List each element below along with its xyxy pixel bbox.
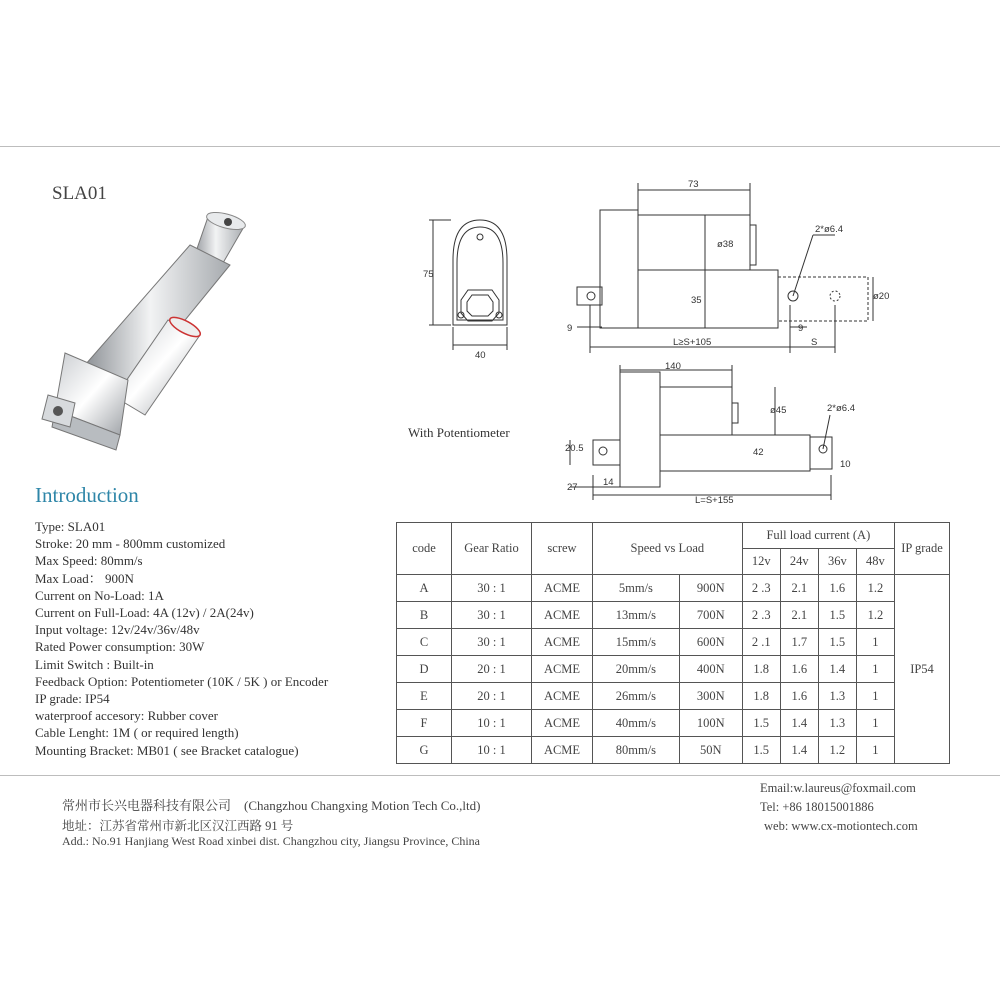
company-name: 常州市长兴电器科技有限公司 (Changzhou Changxing Motion Tech Co.,ltd): [62, 798, 481, 813]
spec-line: Max Speed: 80mm/s: [35, 553, 143, 569]
cell-screw: ACME: [532, 656, 593, 683]
table-row: [397, 575, 950, 602]
table-row: [397, 683, 950, 710]
table-row: [397, 656, 950, 683]
cell-gear: 20 : 1: [452, 683, 532, 710]
cell-speed: 80mm/s: [593, 737, 680, 764]
contact-block: [760, 779, 918, 836]
cell-36v: 1.5: [818, 629, 856, 656]
cell-screw: ACME: [532, 629, 593, 656]
dim-20-5: 20.5: [565, 443, 584, 454]
spec-line: Limit Switch : Built-in: [35, 656, 154, 672]
cell-gear: 30 : 1: [452, 602, 532, 629]
cell-speed: 13mm/s: [593, 602, 680, 629]
header-ip-grade: IP grade: [895, 523, 950, 575]
spec-line: Rated Power consumption: 30W: [35, 639, 205, 655]
dim-hole-1: 2*ø6.4: [815, 224, 843, 235]
cell-36v: 1.4: [818, 656, 856, 683]
cell-gear: 30 : 1: [452, 575, 532, 602]
spec-line: Current on No-Load: 1A: [35, 587, 164, 603]
dim-20: ø20: [873, 291, 890, 302]
spec-line: Type: SLA01: [35, 519, 106, 534]
spec-line: Stroke: 20 mm - 800mm customized: [35, 536, 226, 552]
cell-36v: 1.2: [818, 737, 856, 764]
cell-load: 900N: [679, 575, 742, 602]
cell-load: 300N: [679, 683, 742, 710]
cell-gear: 20 : 1: [452, 656, 532, 683]
dim-hole-2: 2*ø6.4: [827, 403, 855, 414]
cell-gear: 30 : 1: [452, 629, 532, 656]
spec-line: Feedback Option: Potentiometer (10K / 5K ) or Encoder: [35, 673, 329, 689]
tel-text: Tel: +86 18015001886: [760, 800, 874, 814]
spec-line: Input voltage: 12v/24v/36v/48v: [35, 622, 200, 638]
spec-line: Current on Full-Load: 4A (12v) / 2A(24v): [35, 605, 254, 621]
cell-load: 600N: [679, 629, 742, 656]
header-36v: 36v: [818, 549, 856, 575]
cell-12v: 1.8: [742, 656, 780, 683]
cell-24v: 1.4: [780, 710, 818, 737]
spec-line: Cable Lenght: 1M ( or required length): [35, 725, 239, 741]
cell-code: C: [397, 629, 452, 656]
dim-140: 140: [665, 361, 681, 372]
cell-24v: 1.6: [780, 683, 818, 710]
spec-line: Max Load： 900N: [35, 570, 134, 586]
header-full-load-current: Full load current (A): [742, 523, 894, 549]
dim-27: 27: [567, 482, 578, 493]
cell-48v: 1: [856, 737, 894, 764]
dim-10: 10: [840, 459, 851, 470]
cell-48v: 1: [856, 683, 894, 710]
cell-12v: 2 .1: [742, 629, 780, 656]
cell-speed: 15mm/s: [593, 629, 680, 656]
header-gear-ratio: Gear Ratio: [452, 523, 532, 575]
spec-list: [35, 518, 328, 759]
dim-35: 35: [691, 295, 702, 306]
spec-table: [396, 522, 950, 764]
cell-24v: 2.1: [780, 602, 818, 629]
cell-12v: 1.5: [742, 710, 780, 737]
cell-48v: 1.2: [856, 575, 894, 602]
cell-12v: 1.8: [742, 683, 780, 710]
cell-code: G: [397, 737, 452, 764]
dim-45: ø45: [770, 405, 787, 416]
dim-s: S: [811, 337, 818, 348]
cell-12v: 1.5: [742, 737, 780, 764]
cell-48v: 1.2: [856, 602, 894, 629]
table-row: [397, 710, 950, 737]
cell-code: A: [397, 575, 452, 602]
header-screw: screw: [532, 523, 593, 575]
cell-load: 100N: [679, 710, 742, 737]
cell-ip-grade: IP54: [895, 575, 950, 764]
dim-14: 14: [603, 477, 614, 488]
spec-line: IP grade: IP54: [35, 691, 110, 707]
cell-code: B: [397, 602, 452, 629]
top-divider: [0, 146, 1000, 147]
table-row: [397, 602, 950, 629]
actuator-photo: [40, 205, 290, 465]
cell-speed: 5mm/s: [593, 575, 680, 602]
cell-load: 700N: [679, 602, 742, 629]
cell-48v: 1: [856, 629, 894, 656]
header-speed-load: Speed vs Load: [593, 523, 743, 575]
cell-36v: 1.3: [818, 683, 856, 710]
cell-24v: 1.4: [780, 737, 818, 764]
dim-l1: L≥S+105: [673, 337, 712, 348]
introduction-heading: Introduction: [35, 483, 139, 507]
spec-line: Mounting Bracket: MB01 ( see Bracket catalogue): [35, 742, 299, 758]
cell-36v: 1.3: [818, 710, 856, 737]
dim-9b: 9: [798, 323, 804, 334]
cell-36v: 1.5: [818, 602, 856, 629]
cell-24v: 2.1: [780, 575, 818, 602]
cell-48v: 1: [856, 656, 894, 683]
header-code: code: [397, 523, 452, 575]
address-en: Add.: No.91 Hanjiang West Road xinbei dist. Changzhou city, Jiangsu Province, China: [62, 834, 480, 848]
dim-42: 42: [753, 447, 764, 458]
cell-load: 50N: [679, 737, 742, 764]
cell-speed: 40mm/s: [593, 710, 680, 737]
header-24v: 24v: [780, 549, 818, 575]
dim-l2: L=S+155: [695, 495, 734, 506]
table-row: [397, 629, 950, 656]
cell-screw: ACME: [532, 737, 593, 764]
dim-73: 73: [688, 179, 699, 190]
cell-24v: 1.7: [780, 629, 818, 656]
cell-speed: 26mm/s: [593, 683, 680, 710]
dim-38: ø38: [717, 239, 734, 250]
dim-75: 75: [423, 269, 434, 280]
cell-screw: ACME: [532, 602, 593, 629]
dim-40: 40: [475, 350, 486, 361]
cell-screw: ACME: [532, 710, 593, 737]
cell-gear: 10 : 1: [452, 710, 532, 737]
cell-code: E: [397, 683, 452, 710]
web-text: web: www.cx-motiontech.com: [764, 819, 918, 833]
cell-48v: 1: [856, 710, 894, 737]
table-row: [397, 737, 950, 764]
address-cn: 地址：江苏省常州市新北区汉江西路 91 号: [62, 819, 294, 833]
cell-gear: 10 : 1: [452, 737, 532, 764]
cell-24v: 1.6: [780, 656, 818, 683]
header-12v: 12v: [742, 549, 780, 575]
email-text: Email:w.laureus@foxmail.com: [760, 781, 916, 795]
header-48v: 48v: [856, 549, 894, 575]
cell-code: D: [397, 656, 452, 683]
cell-36v: 1.6: [818, 575, 856, 602]
bottom-divider: [0, 775, 1000, 776]
cell-12v: 2 .3: [742, 575, 780, 602]
cell-12v: 2 .3: [742, 602, 780, 629]
cell-code: F: [397, 710, 452, 737]
dimension-drawings: [395, 175, 895, 515]
cell-speed: 20mm/s: [593, 656, 680, 683]
cell-screw: ACME: [532, 683, 593, 710]
cell-screw: ACME: [532, 575, 593, 602]
potentiometer-label: With Potentiometer: [408, 425, 510, 440]
cell-load: 400N: [679, 656, 742, 683]
dim-9a: 9: [567, 323, 573, 334]
spec-line: waterproof accesory: Rubber cover: [35, 708, 218, 724]
model-title: SLA01: [52, 183, 107, 204]
